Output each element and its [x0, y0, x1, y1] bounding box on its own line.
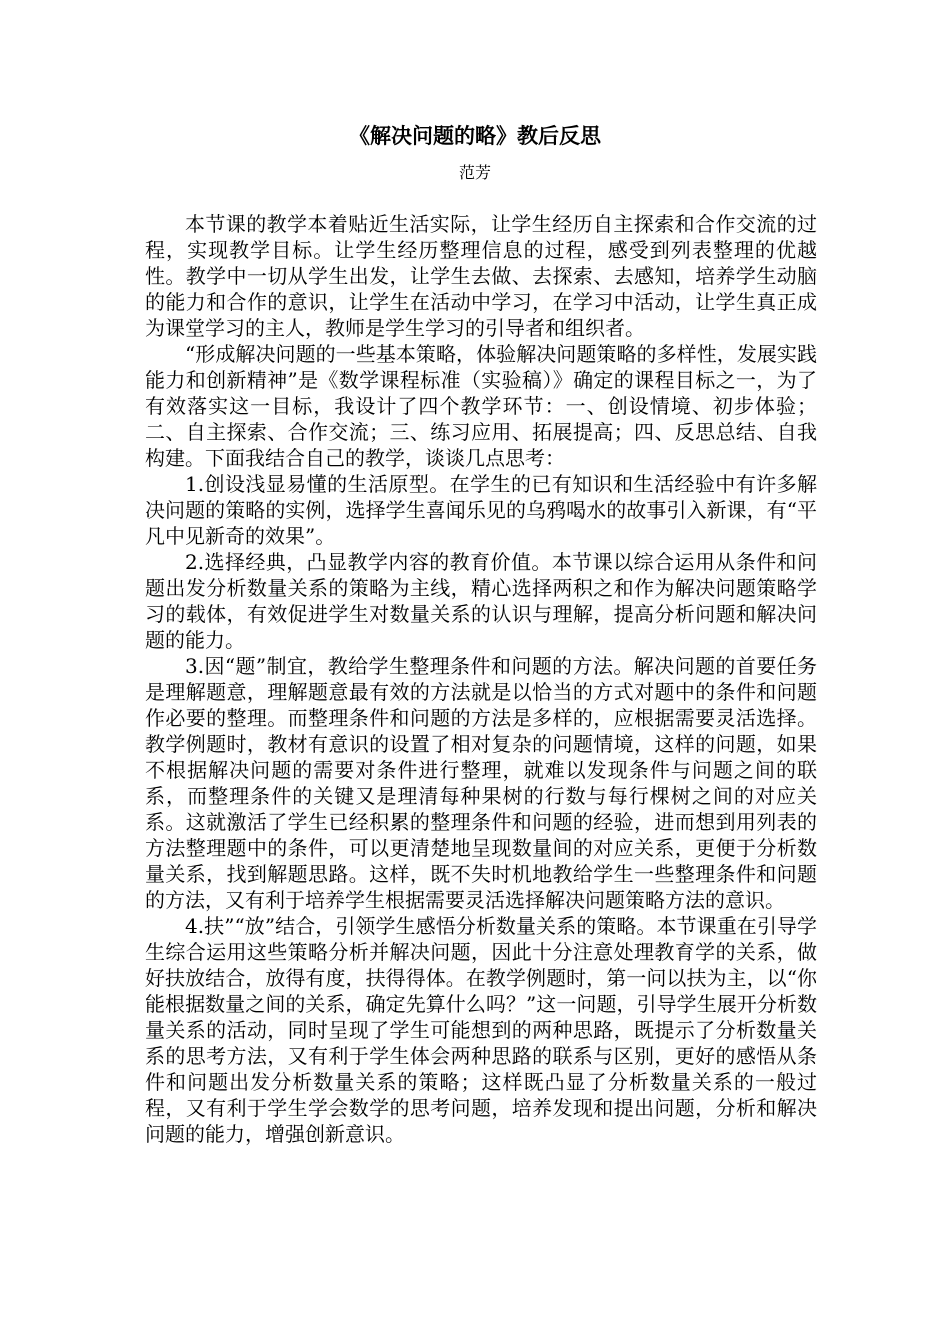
paragraph-goals: “形成解决问题的一些基本策略，体验解决问题策略的多样性，发展实践能力和创新精神”是《数学课程标准（实验稿）》确定的课程目标之一，为了有效落实这一目标，我设计了四个教学环节：一、创设情境、初步体验；二、自主探索、合作交流；三、练习应用、拓展提高；四、反思总结、自我构建。下面我结合自己的教学，谈谈几点思考： — [145, 342, 817, 470]
paragraph-point-1: 1.创设浅显易懂的生活原型。在学生的已有知识和生活经验中有许多解决问题的策略的实例，选择学生喜闻乐见的乌鸦喝水的故事引入新课，有“平凡中见新奇的效果”。 — [145, 472, 817, 548]
document-body — [145, 211, 817, 1147]
paragraph-point-4: 4.扶”“放”结合，引领学生感悟分析数量关系的策略。本节课重在引导学生综合运用这些策略分析并解决问题，因此十分注意处理教育学的关系，做好扶放结合，放得有度，扶得得体。在教学例题时，第一问以扶为主，以“你能根据数量之间的关系，确定先算什么吗？”这一问题，引导学生展开分析数量关系的活动，同时呈现了学生可能想到的两种思路，既提示了分析数量关系的思考方法，又有利于学生体会两种思路的联系与区别，更好的感悟从条件和问题出发分析数量关系的策略；这样既凸显了分析数量关系的一般过程，又有利于学生学会数学的思考问题，培养发现和提出问题，分析和解决问题的能力，增强创新意识。 — [145, 914, 817, 1146]
paragraph-point-2: 2.选择经典，凸显教学内容的教育价值。本节课以综合运用从条件和问题出发分析数量关系的策略为主线，精心选择两积之和作为解决问题策略学习的载体，有效促进学生对数量关系的认识与理解，提高分析问题和解决问题的能力。 — [145, 550, 817, 652]
paragraph-point-3: 3.因“题”制宜，教给学生整理条件和问题的方法。解决问题的首要任务是理解题意，理解题意最有效的方法就是以恰当的方式对题中的条件和问题作必要的整理。而整理条件和问题的方法是多样的，应根据需要灵活选择。教学例题时，教材有意识的设置了相对复杂的问题情境，这样的问题，如果不根据解决问题的需要对条件进行整理，就难以发现条件与问题之间的联系，而整理条件的关键又是理清每种果树的行数与每行棵树之间的对应关系。这就激活了学生已经积累的整理条件和问题的经验，进而想到用列表的方法整理题中的条件，可以更清楚地呈现数量间的对应关系，更便于分析数量关系，找到解题思路。这样，既不失时机地教给学生一些整理条件和问题的方法，又有利于培养学生根据需要灵活选择解决问题策略方法的意识。 — [145, 654, 817, 912]
document-title: 《解决问题的略》教后反思 — [349, 124, 601, 148]
paragraph-intro: 本节课的教学本着贴近生活实际，让学生经历自主探索和合作交流的过程，实现教学目标。让学生经历整理信息的过程，感受到列表整理的优越性。教学中一切从学生出发，让学生去做、去探索、去感知，培养学生动脑的能力和合作的意识，让学生在活动中学习，在学习中活动，让学生真正成为课堂学习的主人，教师是学生学习的引导者和组织者。 — [145, 212, 817, 340]
document-author: 范芳 — [458, 163, 491, 182]
